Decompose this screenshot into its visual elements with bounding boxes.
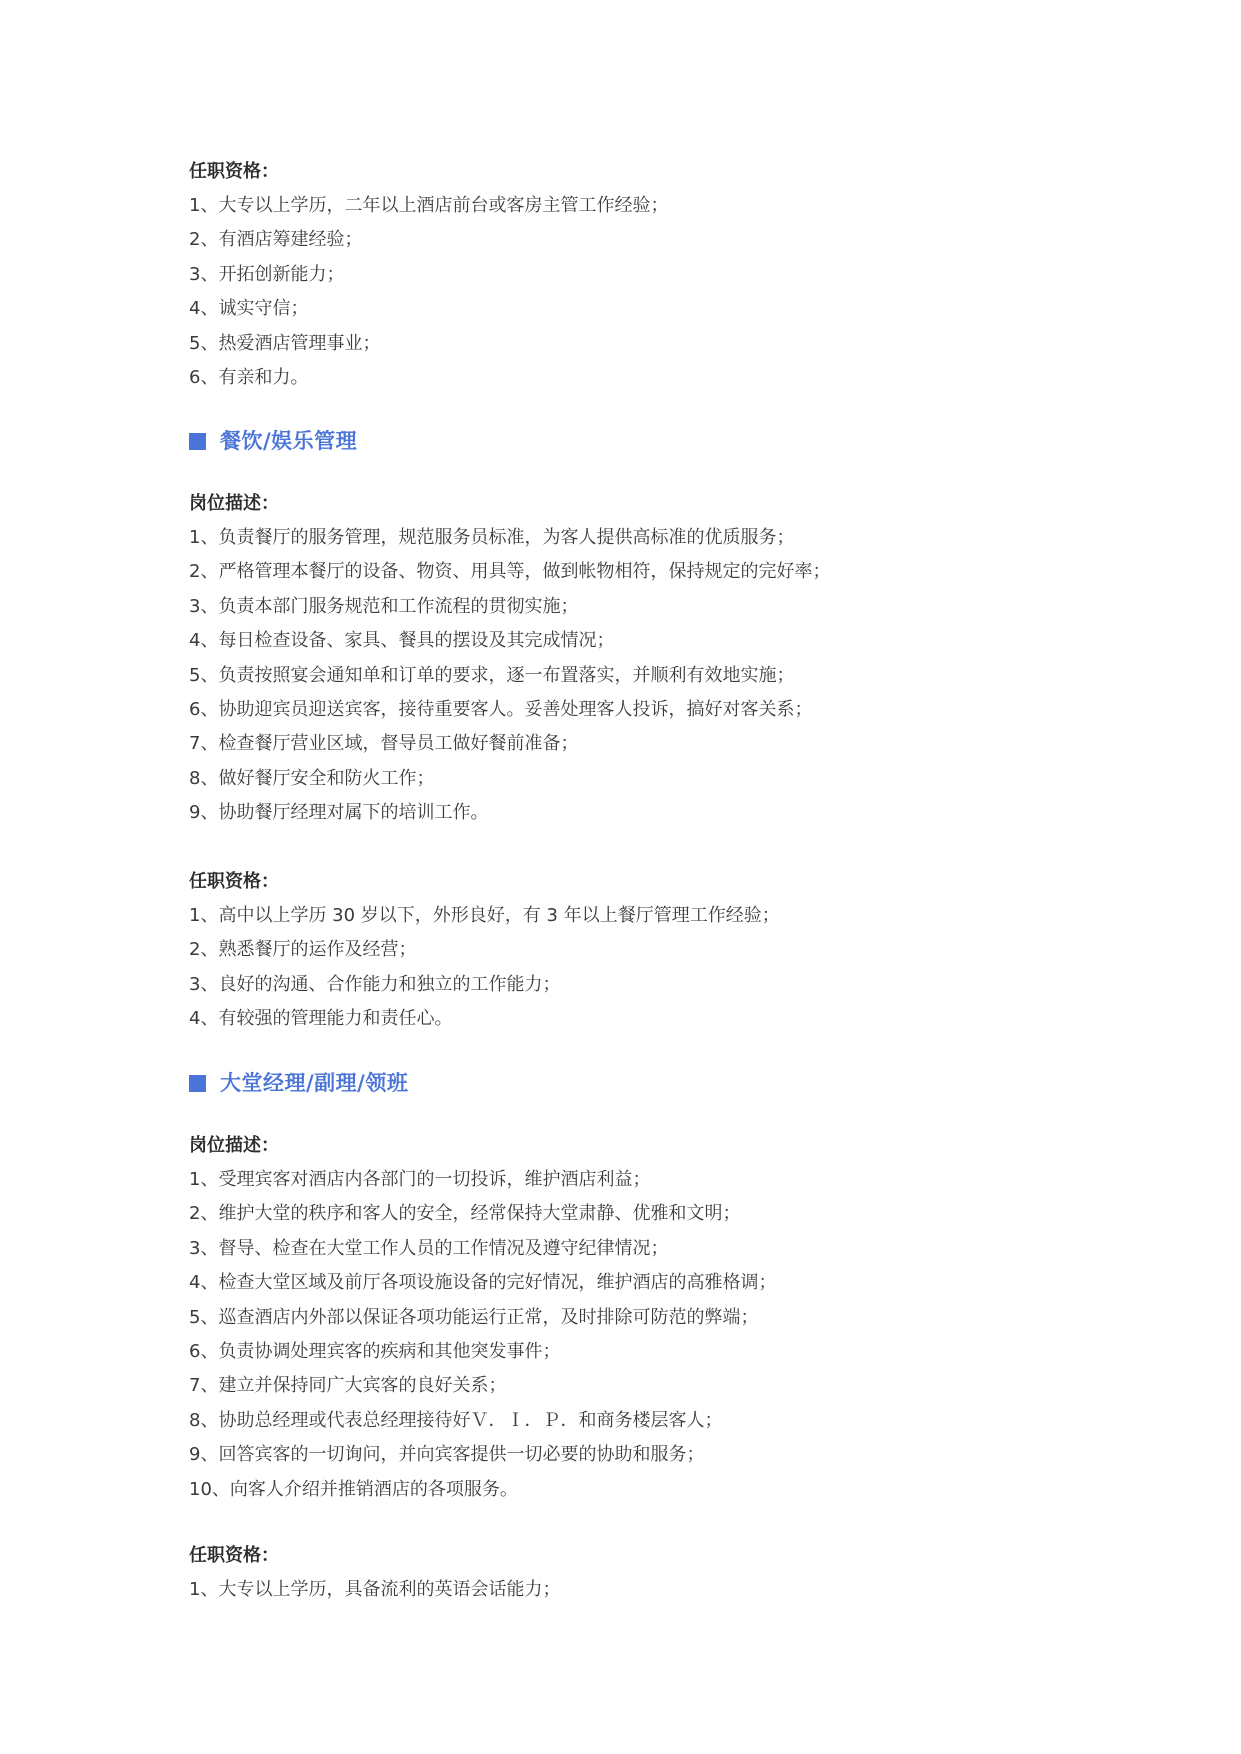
job-description-label: 岗位描述： (189, 493, 279, 514)
list-item: 5、热爱酒店管理事业； (189, 332, 381, 354)
square-bullet-icon (189, 1075, 206, 1092)
list-item: 2、熟悉餐厅的运作及经营； (189, 939, 417, 961)
section-heading-catering (189, 424, 357, 458)
qualifications-label: 任职资格： (189, 871, 279, 892)
square-bullet-icon (189, 433, 206, 450)
qualifications-label: 任职资格： (189, 1545, 279, 1566)
list-item: 3、负责本部门服务规范和工作流程的贯彻实施； (189, 595, 579, 617)
list-item: 3、督导、检查在大堂工作人员的工作情况及遵守纪律情况； (189, 1237, 669, 1259)
list-item: 1、受理宾客对酒店内各部门的一切投诉，维护酒店利益； (189, 1169, 651, 1190)
s3-job-description (189, 1129, 1089, 1507)
list-item: 4、检查大堂区域及前厅各项设施设备的完好情况，维护酒店的高雅格调； (189, 1272, 777, 1294)
list-item: 2、维护大堂的秩序和客人的安全，经常保持大堂肃静、优雅和文明； (189, 1203, 741, 1225)
list-item: 6、负责协调处理宾客的疾病和其他突发事件； (189, 1340, 561, 1362)
section-title: 大堂经理/副理/领班 (220, 1070, 409, 1095)
list-item: 2、有酒店筹建经验； (189, 229, 363, 251)
list-item: 1、负责餐厅的服务管理，规范服务员标准，为客人提供高标准的优质服务； (189, 527, 795, 548)
list-item: 5、负责按照宴会通知单和订单的要求，逐一布置落实，并顺利有效地实施； (189, 664, 795, 686)
list-item: 4、每日检查设备、家具、餐具的摆设及其完成情况； (189, 630, 615, 652)
list-item: 2、严格管理本餐厅的设备、物资、用具等，做到帐物相符，保持规定的完好率； (189, 561, 831, 583)
s3-qualifications (189, 1539, 1089, 1607)
list-item: 9、协助餐厅经理对属下的培训工作。 (189, 802, 489, 824)
list-item: 1、大专以上学历，具备流利的英语会话能力； (189, 1579, 561, 1600)
s2-job-description (189, 487, 1089, 831)
s1-qualifications (189, 155, 1089, 395)
list-item: 3、良好的沟通、合作能力和独立的工作能力； (189, 973, 561, 995)
list-item: 5、巡查酒店内外部以保证各项功能运行正常，及时排除可防范的弊端； (189, 1306, 759, 1328)
list-item: 3、开拓创新能力； (189, 263, 345, 285)
list-item: 9、回答宾客的一切询问，并向宾客提供一切必要的协助和服务； (189, 1444, 705, 1466)
list-item: 1、高中以上学历 30 岁以下，外形良好，有 3 年以上餐厅管理工作经验； (189, 905, 780, 926)
section-title: 餐饮/娱乐管理 (220, 428, 358, 453)
list-item: 1、大专以上学历，二年以上酒店前台或客房主管工作经验； (189, 195, 669, 216)
list-item: 7、建立并保持同广大宾客的良好关系； (189, 1375, 507, 1397)
list-item: 6、有亲和力。 (189, 366, 309, 388)
section-heading-lobby-manager (189, 1066, 408, 1100)
job-description-label: 岗位描述： (189, 1135, 279, 1156)
list-item: 7、检查餐厅营业区域，督导员工做好餐前准备； (189, 733, 579, 755)
list-item: 8、做好餐厅安全和防火工作； (189, 767, 435, 789)
list-item: 8、协助总经理或代表总经理接待好Ｖ．Ｉ．Ｐ．和商务楼层客人； (189, 1409, 723, 1431)
s2-qualifications (189, 865, 1089, 1037)
list-item: 4、诚实守信； (189, 298, 309, 320)
list-item: 10、向客人介绍并推销酒店的各项服务。 (189, 1478, 518, 1500)
list-item: 4、有较强的管理能力和责任心。 (189, 1008, 453, 1030)
list-item: 6、协助迎宾员迎送宾客，接待重要客人。妥善处理客人投诉，搞好对客关系； (189, 698, 813, 720)
qualifications-label: 任职资格： (189, 161, 279, 182)
